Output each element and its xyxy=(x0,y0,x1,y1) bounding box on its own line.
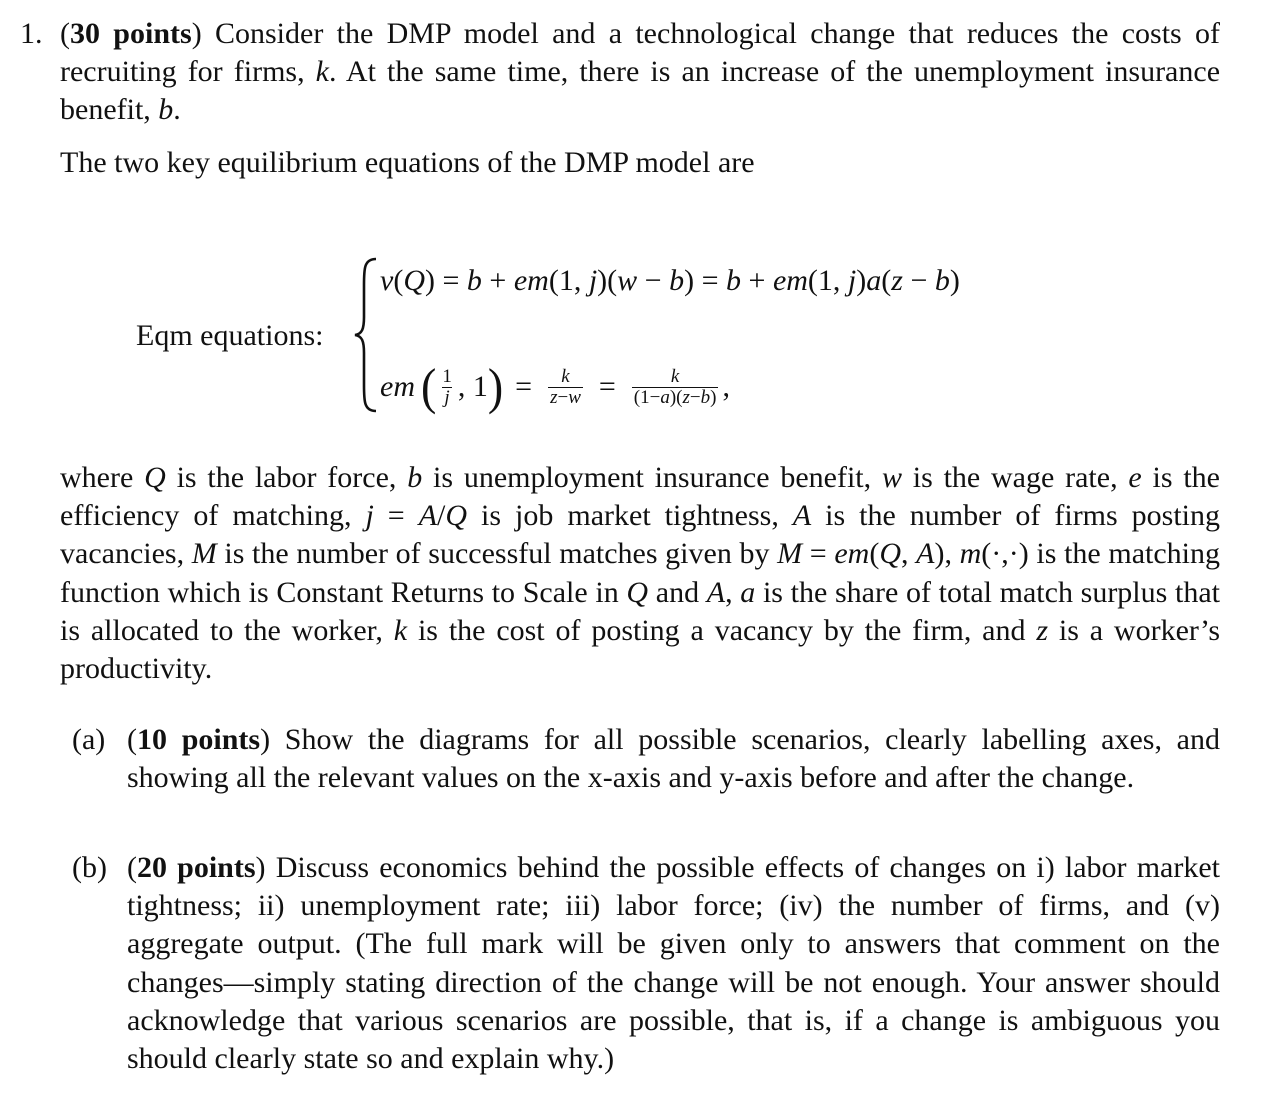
question-intro: (30 points) Consider the DMP model and a technological change that reduces the costs of recruiting for firms, k. At the same time, there is an increase of the unemployment insurance benefit, b. xyxy=(60,17,1221,127)
equations-lead: The two key equilibrium equations of the DMP model are xyxy=(60,146,755,179)
part-a-body: Show the diagrams for all possible scenarios, clearly labelling axes, and showing all the relevant values on the x-axis and y-axis before and after the change. xyxy=(127,723,1220,795)
question-points: 30 points xyxy=(70,17,192,50)
question-number: 1. xyxy=(20,17,43,50)
part-b-points: 20 points xyxy=(137,851,256,884)
equation-2: em ( $\frac{1}{j}$ , 1 ) = $\frac{k}{z-w}$ = $\frac{k}{(1-a)(z-b)}$ , xyxy=(380,358,730,415)
part-b-label: (b) xyxy=(72,851,107,884)
part-b-body: Discuss economics behind the possible effects of changes on i) labor market tightness; ii) unemployment rate; iii) labor force; (iv) the number of firms, and (v) aggregate output. (The full mark will be given only to answers that comment on the changes—simply stating direction of the change will be not enough. Your answer should acknowledge that various scenarios are possible, that is, if a change is ambiguous you should clearly state so and explain why.) xyxy=(127,851,1220,1076)
part-a-text: (10 points) Show the diagrams for all possible scenarios, clearly labelling axes, and showing all the relevant values on the x-axis and y-axis before and after the change. xyxy=(127,723,1220,795)
variable-definitions: where Q is the labor force, b is unemployment insurance benefit, w is the wage rate, e is the efficiency of matching, j = A/Q is job market tightness, A is the number of firms posting vacancies, M is the number of successful matches given by M = em(Q, A), m(·,·) is the matching function which is Constant Returns to Scale in Q and A, a is the share of total match surplus that is allocated to the worker, k is the cost of posting a vacancy by the firm, and z is a worker’s productivity. xyxy=(60,461,1221,686)
equation-1: v(Q) = b + em(1, j)(w − b) = b + em(1, j)a(z − b) xyxy=(380,264,960,297)
part-b-text: (20 points) Discuss economics behind the possible effects of changes on i) labor market tightness; ii) unemployment rate; iii) labor force; (iv) the number of firms, and (v) aggregate output. (The full mark will be given only to answers that comment on the changes—simply stating direction of the change will be not enough. Your answer should acknowledge that various scenarios are possible, that is, if a change is ambiguous you should clearly state so and explain why.) xyxy=(127,851,1220,1076)
eqm-equations-label: Eqm equations: xyxy=(136,319,324,352)
left-brace-icon xyxy=(350,255,380,415)
part-a-label: (a) xyxy=(72,723,106,756)
part-a-points: 10 points xyxy=(137,723,261,756)
